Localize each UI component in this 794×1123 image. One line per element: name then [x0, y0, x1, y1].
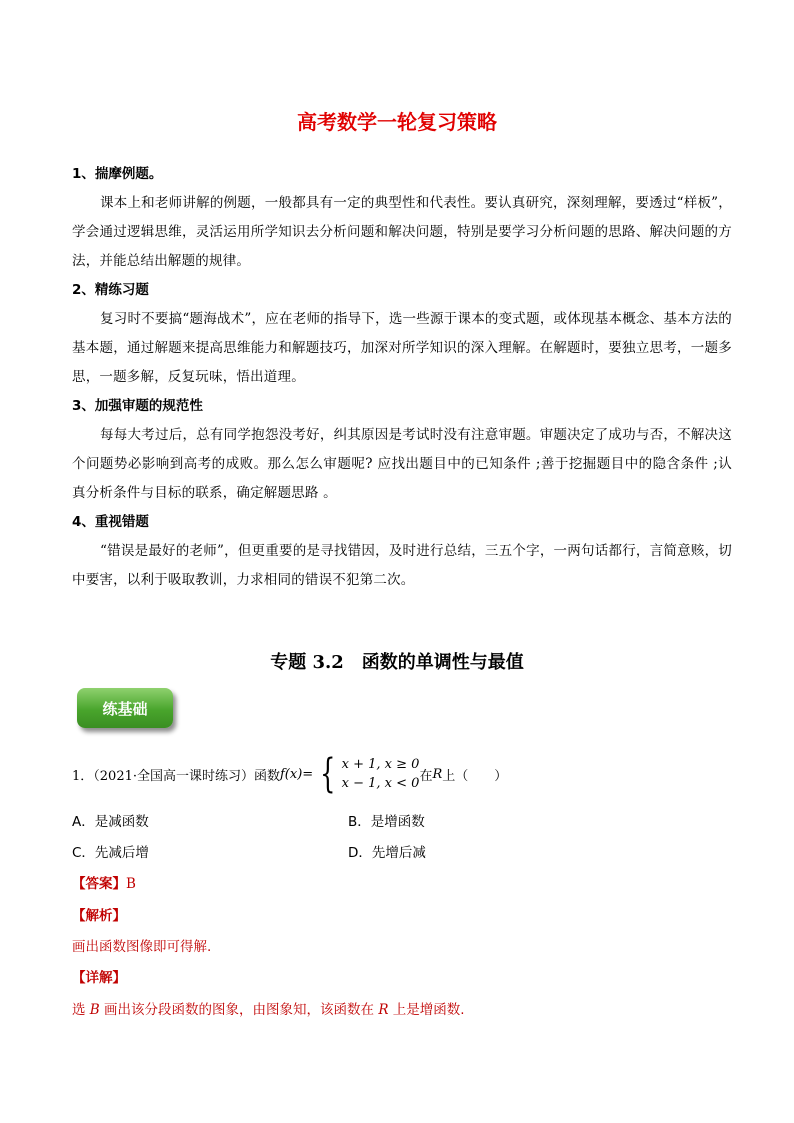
- piecewise-cases: [342, 755, 420, 793]
- option-d: D．先增后减: [348, 845, 426, 861]
- case-1: x + 1, x ≥ 0: [341, 757, 420, 772]
- detail-part: 上是增函数.: [388, 1002, 465, 1018]
- question-1: [72, 752, 507, 796]
- section-heading: 1、揣摩例题。: [72, 166, 163, 182]
- practice-basics-badge: 练基础: [77, 688, 173, 728]
- option-a: A．是减函数: [72, 814, 149, 830]
- document-title: 高考数学一轮复习策略: [297, 110, 497, 134]
- case-2: x − 1, x < 0: [341, 776, 420, 791]
- topic-title: 专题 3.2 函数的单调性与最值: [270, 652, 524, 673]
- question-suffix-a: 在: [419, 768, 433, 784]
- section-2: [72, 276, 732, 392]
- detail-variable: B: [89, 1002, 100, 1018]
- section-body: 每每大考过后，总有同学抱怨没考好，纠其原因是考试时没有注意审题。审题决定了成功与否，不解决这个问题势必影响到高考的成败。那么怎么审题呢? 应找出题目中的已知条件 ;善于挖掘题目中的隐含条件 ;认真分析条件与目标的联系，确定解题思路 。: [72, 427, 732, 501]
- section-heading: 3、加强审题的规范性: [72, 398, 203, 414]
- section-heading: 4、重视错题: [72, 514, 149, 530]
- section-body: 课本上和老师讲解的例题，一般都具有一定的典型性和代表性。要认真研究，深刻理解，要透过“样板”，学会通过逻辑思维，灵活运用所学知识去分析问题和解决问题，特别是要学习分析问题的思路、解决问题的方法，并能总结出解题的规律。: [72, 195, 732, 269]
- detail-text: [72, 998, 465, 1018]
- analysis-text: 画出函数图像即可得解.: [72, 939, 212, 955]
- function-name: f(x)=: [280, 766, 314, 782]
- section-4: [72, 508, 732, 595]
- option-c: C．先减后增: [72, 845, 149, 861]
- piecewise-brace: {: [320, 751, 336, 797]
- detail-part: 选: [72, 1002, 90, 1018]
- detail-variable: R: [378, 1002, 389, 1018]
- question-suffix-b: 上（ ）: [442, 768, 508, 784]
- section-heading: 2、精练习题: [72, 282, 149, 298]
- detail-part: 画出该分段函数的图象，由图象知，该函数在: [99, 1002, 379, 1018]
- answer-label: 【答案】: [72, 876, 126, 892]
- section-1: [72, 160, 732, 276]
- option-b: B．是增函数: [348, 814, 425, 830]
- answer-line: [72, 872, 136, 892]
- domain-variable: R: [432, 766, 443, 782]
- detail-label: 【详解】: [72, 970, 126, 986]
- section-body: 复习时不要搞“题海战术”，应在老师的指导下，选一些源于课本的变式题，或体现基本概念、基本方法的基本题，通过解题来提高思维能力和解题技巧，加深对所学知识的深入理解。在解题时，要独立思考，一题多思，一题多解，反复玩味，悟出道理。: [72, 311, 732, 385]
- question-prefix: 1．（2021·全国高一课时练习）函数: [72, 768, 280, 784]
- analysis-label: 【解析】: [72, 908, 126, 924]
- answer-value: B: [126, 876, 136, 892]
- section-body: “错误是最好的老师”，但更重要的是寻找错因，及时进行总结，三五个字，一两句话都行，言简意赅，切中要害，以利于吸取教训，力求相同的错误不犯第二次。: [72, 543, 732, 588]
- section-3: [72, 392, 732, 508]
